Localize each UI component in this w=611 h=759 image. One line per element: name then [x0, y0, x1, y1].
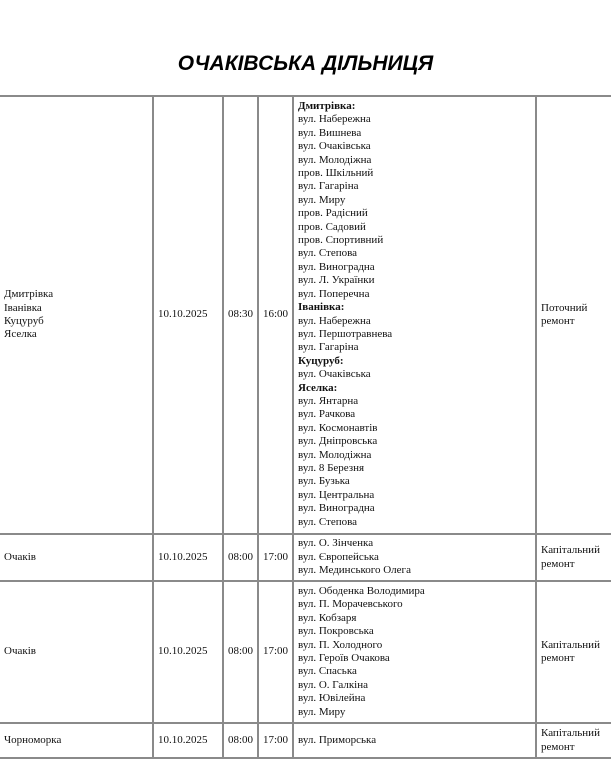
text-line: ремонт	[541, 652, 575, 664]
work-type-cell	[536, 96, 611, 534]
work-type-cell	[536, 723, 611, 758]
settlements-cell	[0, 581, 153, 723]
text-line: Капітальний	[541, 638, 600, 651]
text-line: вул. Ободенка Володимира	[298, 584, 425, 597]
text-line: Поточний	[541, 301, 588, 314]
settlements-cell	[0, 534, 153, 581]
text-line: вул. Степова	[298, 247, 358, 260]
text-line: вул. Набережна	[298, 314, 371, 327]
settlement-header: Дмитрівка:	[298, 100, 356, 112]
text-line: вул. Центральна	[298, 488, 375, 501]
streets-cell	[293, 534, 536, 581]
text-line: вул. Дніпровська	[298, 435, 378, 448]
settlement-header: Іванівка:	[298, 301, 345, 314]
text-line: вул. Вишнева	[298, 126, 362, 139]
work-type-cell	[536, 534, 611, 581]
text-line: вул. П. Холодного	[298, 638, 383, 651]
text-line: вул. Миру	[298, 705, 346, 718]
text-line: вул. Приморська	[298, 733, 377, 746]
settlement-header: Куцуруб:	[298, 354, 344, 367]
text-line: вул. Янтарна	[298, 394, 359, 407]
text-line: Яселка	[4, 328, 37, 341]
text-line: вул. Поперечна	[298, 287, 370, 300]
streets-cell	[293, 723, 536, 758]
text-line: Іванівка	[4, 301, 42, 314]
text-line: вул. Ювілейна	[298, 692, 366, 705]
text-line: вул. Першотравнева	[298, 327, 393, 340]
end-time-cell: 17:00	[258, 723, 293, 758]
date-cell: 10.10.2025	[153, 96, 223, 534]
text-line: Куцуруб	[4, 315, 44, 327]
table-row	[0, 723, 611, 758]
text-line: Чорноморка	[4, 733, 62, 746]
start-time-cell: 08:00	[223, 581, 258, 723]
text-line: вул. Виноградна	[298, 260, 375, 273]
text-line: Очаків	[4, 645, 36, 658]
text-line: вул. П. Морачевського	[298, 598, 403, 611]
text-line: вул. Європейська	[298, 550, 379, 563]
table-row	[0, 581, 611, 723]
end-time-cell: 16:00	[258, 96, 293, 534]
date-cell: 10.10.2025	[153, 534, 223, 581]
page-title: ОЧАКІВСЬКА ДІЛЬНИЦЯ	[177, 52, 434, 75]
text-line: пров. Садовий	[298, 220, 366, 233]
work-type-cell	[536, 581, 611, 723]
end-time-cell: 17:00	[258, 581, 293, 723]
text-line: вул. Виноградна	[298, 502, 375, 515]
text-line: вул. О. Зінченка	[298, 537, 374, 550]
settlements-cell	[0, 96, 153, 534]
text-line: ремонт	[541, 740, 575, 753]
text-line: вул. 8 Березня	[298, 461, 365, 474]
text-line: Капітальний	[541, 727, 600, 740]
text-line: пров. Спортивний	[298, 234, 384, 247]
start-time-cell: 08:00	[223, 534, 258, 581]
text-line: пров. Радісний	[298, 207, 368, 220]
text-line: вул. Космонавтів	[298, 421, 378, 434]
outage-schedule-table	[0, 95, 611, 759]
text-line: вул. Набережна	[298, 113, 371, 126]
table-row	[0, 534, 611, 581]
text-line: вул. Гагаріна	[298, 180, 359, 193]
settlements-cell	[0, 723, 153, 758]
text-line: ремонт	[541, 557, 575, 570]
text-line: вул. Очаківська	[298, 140, 371, 153]
streets-cell	[293, 581, 536, 723]
text-line: вул. Кобзаря	[298, 611, 357, 624]
end-time-cell: 17:00	[258, 534, 293, 581]
text-line: вул. Мединського Олега	[298, 564, 411, 577]
table-row	[0, 96, 611, 534]
date-cell: 10.10.2025	[153, 581, 223, 723]
text-line: вул. Миру	[298, 193, 346, 206]
text-line: Дмитрівка	[4, 288, 54, 301]
text-line: вул. Рачкова	[298, 408, 356, 421]
text-line: вул. Молодіжна	[298, 448, 372, 461]
date-cell: 10.10.2025	[153, 723, 223, 758]
text-line: вул. О. Галкіна	[298, 678, 368, 691]
text-line: Очаків	[4, 550, 36, 563]
start-time-cell: 08:00	[223, 723, 258, 758]
text-line: вул. Степова	[298, 515, 358, 528]
text-line: ремонт	[541, 315, 575, 327]
settlement-header: Яселка:	[298, 381, 338, 394]
text-line: вул. Молодіжна	[298, 153, 372, 166]
text-line: вул. Л. Українки	[298, 274, 375, 287]
text-line: пров. Шкільний	[298, 167, 374, 180]
start-time-cell: 08:30	[223, 96, 258, 534]
text-line: вул. Спаська	[298, 665, 357, 678]
streets-cell	[293, 96, 536, 534]
text-line: вул. Гагаріна	[298, 341, 359, 354]
text-line: вул. Очаківська	[298, 368, 371, 381]
text-line: Капітальний	[541, 544, 600, 557]
text-line: вул. Героїв Очакова	[298, 652, 390, 664]
text-line: вул. Бузька	[298, 475, 350, 488]
text-line: вул. Покровська	[298, 625, 374, 638]
